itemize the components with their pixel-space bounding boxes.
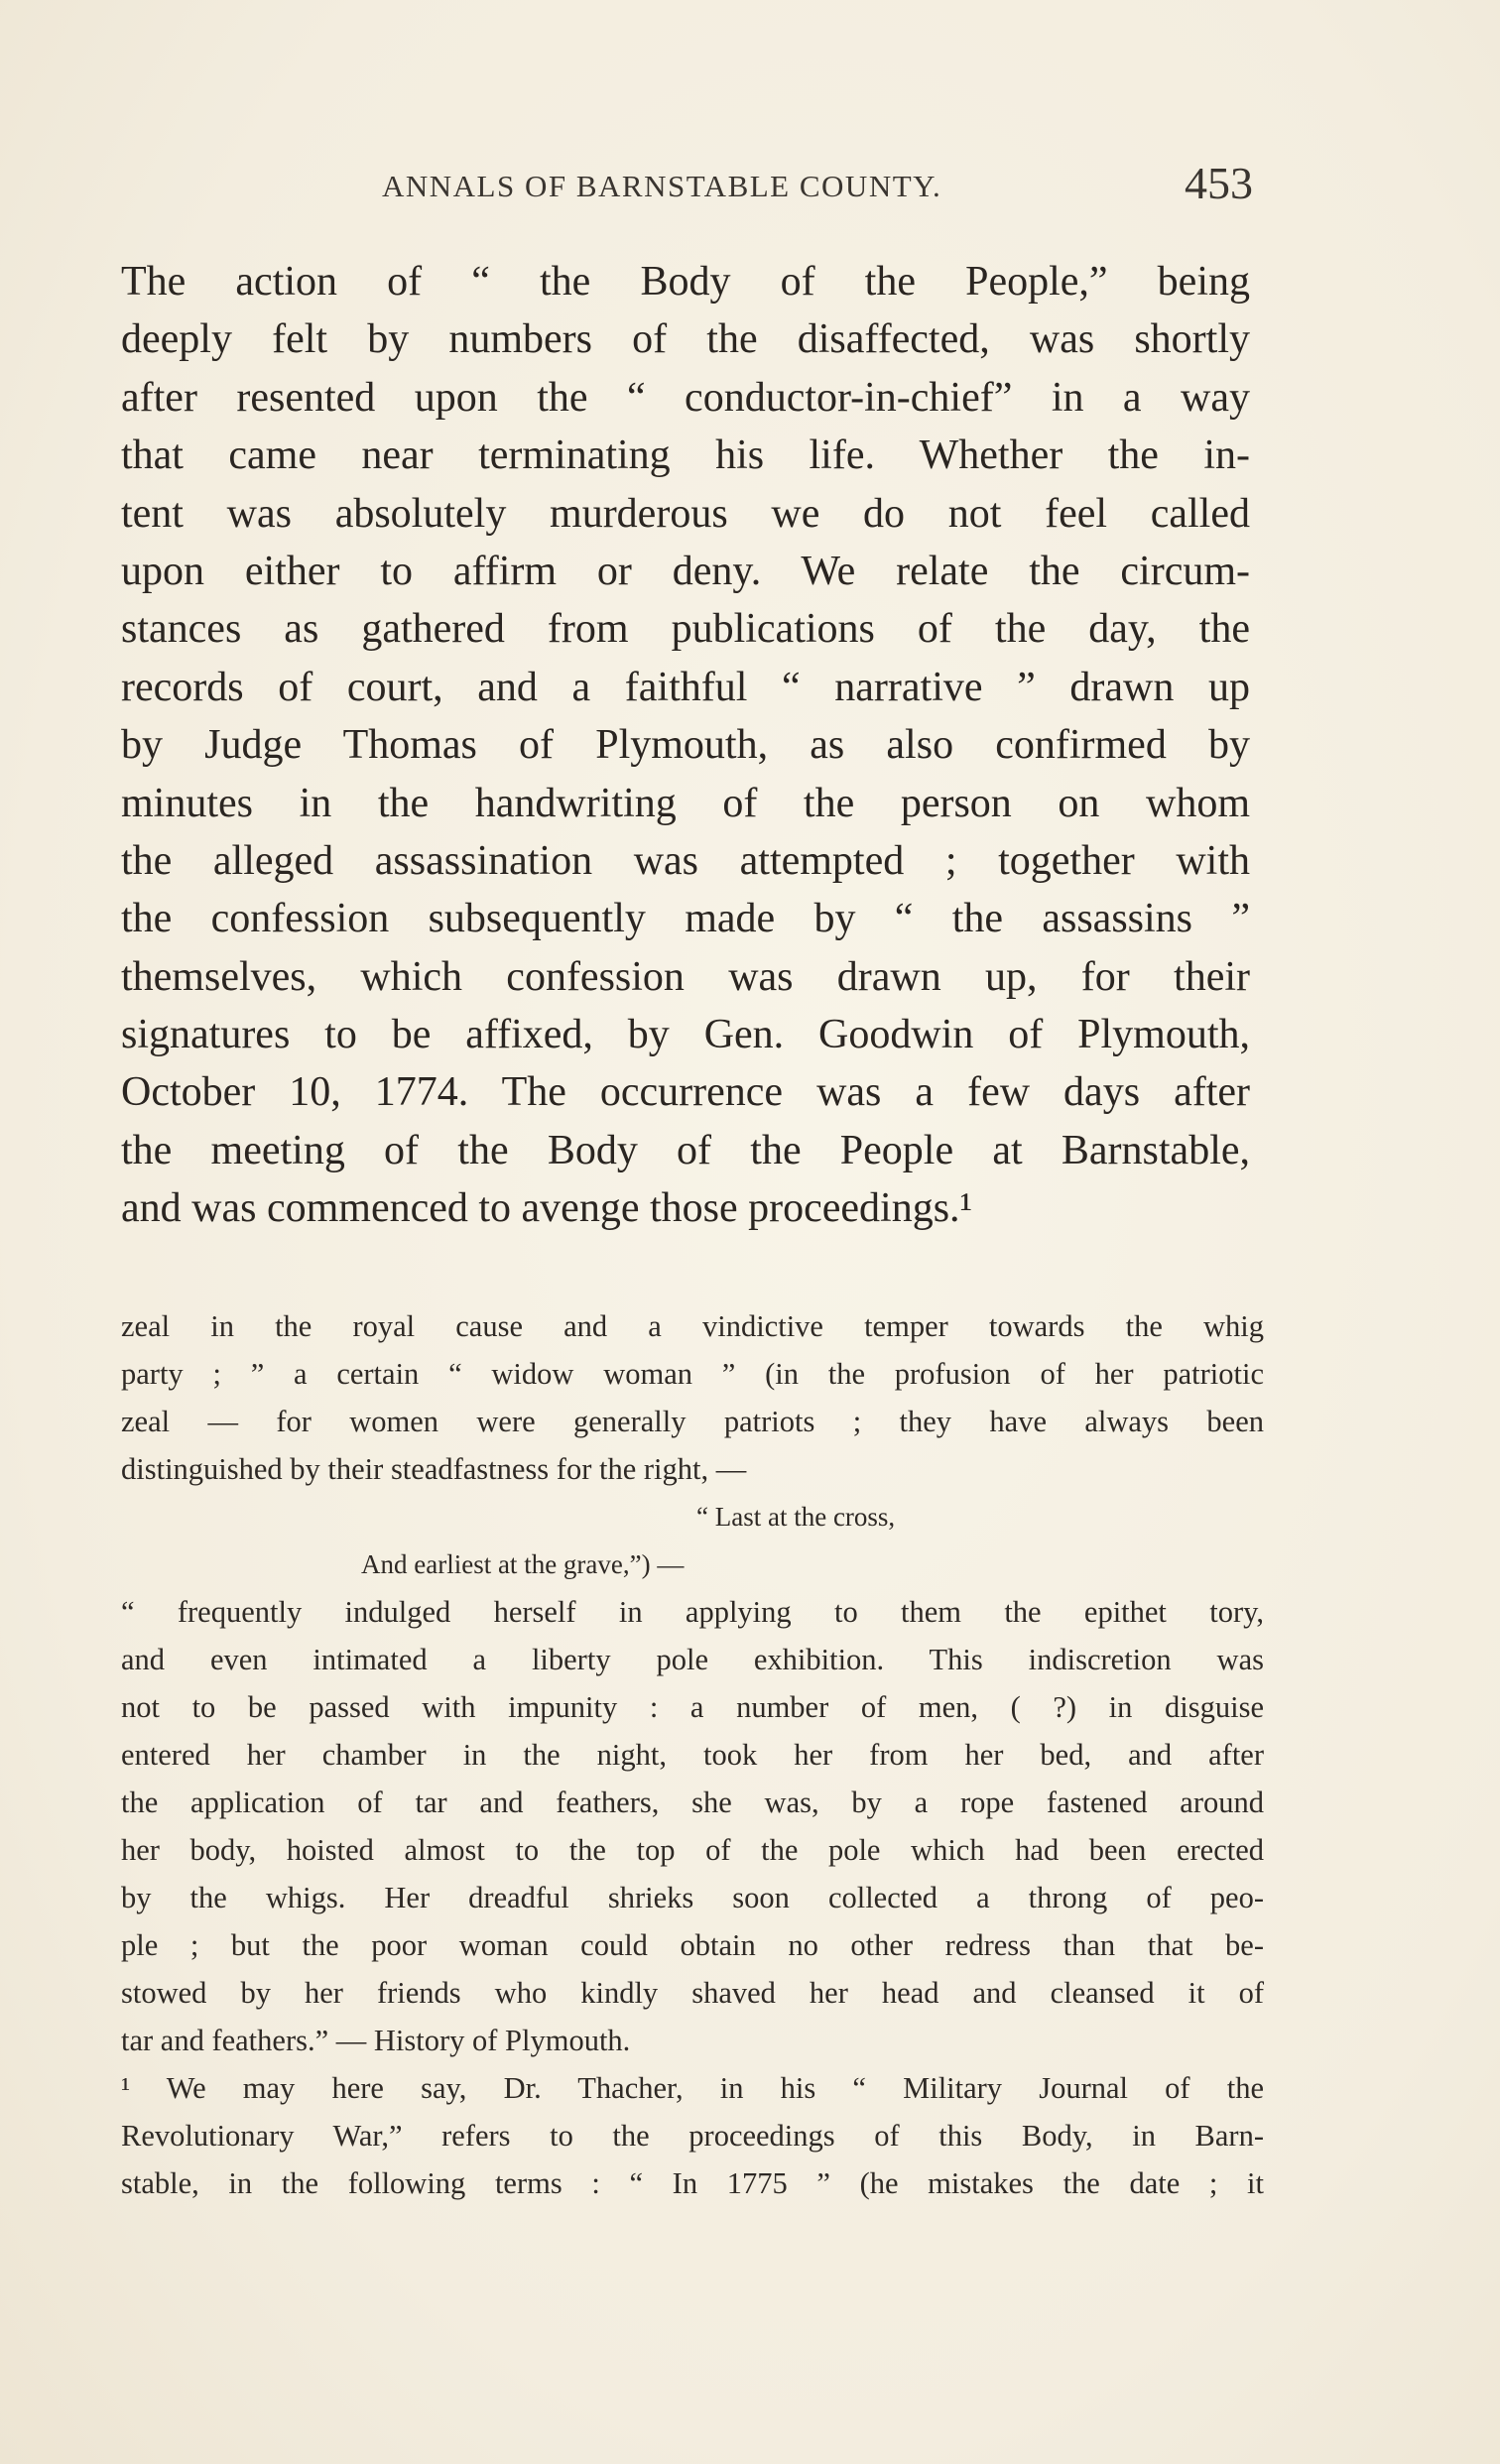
text-line: by Judge Thomas of Plymouth, as also confirmed by [121, 722, 1250, 769]
text-line: tent was absolutely murderous we do not feel called [121, 490, 1250, 537]
running-title: ANNALS OF BARNSTABLE COUNTY. [382, 169, 942, 203]
text-line: records of court, and a faithful “ narrative ” drawn up [121, 664, 1250, 710]
text-line: deeply felt by numbers of the disaffected, was shortly [121, 316, 1250, 363]
verse-line: And earliest at the grave,”) — [361, 1549, 685, 1579]
text-line: signatures to be affixed, by Gen. Goodwin of Plymouth, [121, 1012, 1250, 1058]
footnote-line: stable, in the following terms : “ In 1775 ” (he mistakes the date ; it [121, 2166, 1264, 2200]
footnote-line: ple ; but the poor woman could obtain no other redress than that be- [121, 1928, 1264, 1962]
verse-line: “ Last at the cross, [696, 1502, 896, 1532]
main-text [121, 253, 1250, 1238]
footnote-line: and even intimated a liberty pole exhibition. This indiscretion was [121, 1643, 1264, 1676]
text-line: stances as gathered from publications of the day, the [121, 606, 1250, 653]
running-head [382, 157, 1253, 216]
footnote-line: “ frequently indulged herself in applying to them the epithet tory, [121, 1595, 1264, 1629]
footnote-line: zeal in the royal cause and a vindictive temper towards the whig [121, 1309, 1264, 1343]
footnote-line: by the whigs. Her dreadful shrieks soon collected a throng of peo- [121, 1881, 1264, 1914]
text-line: after resented upon the “ conductor-in-chief” in a way [121, 374, 1250, 421]
text-line: October 10, 1774. The occurrence was a few days after [121, 1069, 1250, 1116]
text-line: and was commenced to avenge those proceedings.¹ [121, 1185, 973, 1232]
footnote-line: not to be passed with impunity : a number of men, ( ?) in disguise [121, 1690, 1264, 1724]
footnote-line: distinguished by their steadfastness for the right, — [121, 1452, 747, 1486]
footnote-line: ¹ We may here say, Dr. Thacher, in his “ Military Journal of the [121, 2071, 1264, 2105]
text-line: the alleged assassination was attempted ; together with [121, 837, 1250, 884]
footnote-line: entered her chamber in the night, took her from her bed, and after [121, 1738, 1264, 1772]
text-line: The action of “ the Body of the People,” being [121, 259, 1250, 305]
footnote-line: the application of tar and feathers, she was, by a rope fastened around [121, 1786, 1264, 1819]
text-line: minutes in the handwriting of the person on whom [121, 780, 1250, 826]
text-line: themselves, which confession was drawn up, for their [121, 953, 1250, 1000]
footnote-line: zeal — for women were generally patriots ; they have always been [121, 1405, 1264, 1438]
text-line: upon either to affirm or deny. We relate the circum- [121, 548, 1250, 594]
footnote-line: stowed by her friends who kindly shaved her head and cleansed it of [121, 1976, 1264, 2010]
footnotes [121, 1302, 1264, 2207]
footnote-line: her body, hoisted almost to the top of the pole which had been erected [121, 1833, 1264, 1867]
footnote-line: tar and feathers.” — History of Plymouth. [121, 2024, 631, 2057]
page-number: 453 [1185, 158, 1253, 208]
text-line: the meeting of the Body of the People at Barnstable, [121, 1127, 1250, 1173]
footnote-line: Revolutionary War,” refers to the proceedings of this Body, in Barn- [121, 2119, 1264, 2153]
text-line: the confession subsequently made by “ the assassins ” [121, 896, 1250, 942]
text-line: that came near terminating his life. Whether the in- [121, 432, 1250, 479]
footnote-line: party ; ” a certain “ widow woman ” (in the profusion of her patriotic [121, 1357, 1264, 1391]
